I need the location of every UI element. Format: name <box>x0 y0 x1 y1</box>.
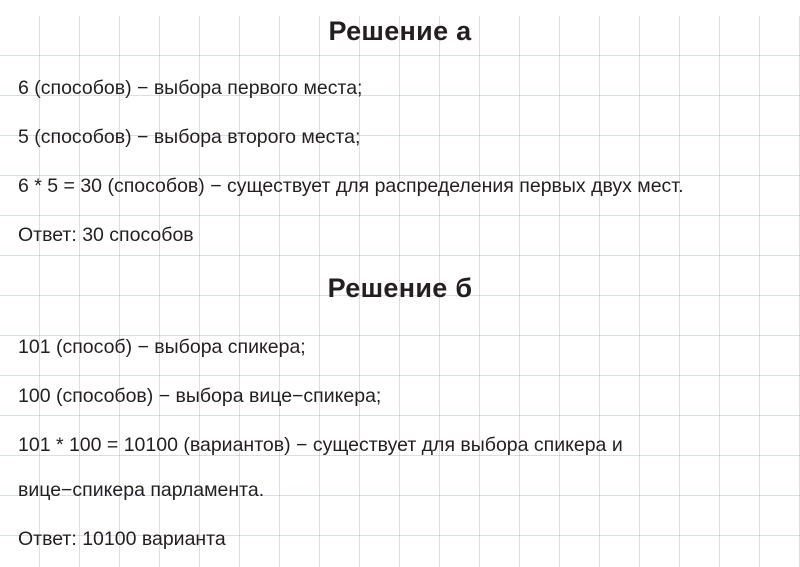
solution-a-answer: Ответ: 30 способов <box>18 224 194 246</box>
solution-b-line-2: 100 (способов) − выбора вице−спикера; <box>18 385 382 407</box>
solution-b-body <box>0 336 800 551</box>
solution-b-line-3: 101 * 100 = 10100 (вариантов) − существует для выбора спикера и <box>18 434 623 456</box>
solution-document <box>0 16 800 551</box>
solution-a-body <box>0 77 800 247</box>
section-title-a: Решение а <box>328 16 472 46</box>
solution-a-line-1: 6 (способов) − выбора первого места; <box>18 77 363 99</box>
solution-a-line-3: 6 * 5 = 30 (способов) − существует для распределения первых двух мест. <box>18 175 684 197</box>
solution-b-line-1: 101 (способ) − выбора спикера; <box>18 336 306 358</box>
solution-b-line-4: вице−спикера парламента. <box>18 479 265 501</box>
solution-b-answer: Ответ: 10100 варианта <box>18 528 226 550</box>
section-title-b: Решение б <box>327 273 473 303</box>
solution-a-line-2: 5 (способов) − выбора второго места; <box>18 126 361 148</box>
